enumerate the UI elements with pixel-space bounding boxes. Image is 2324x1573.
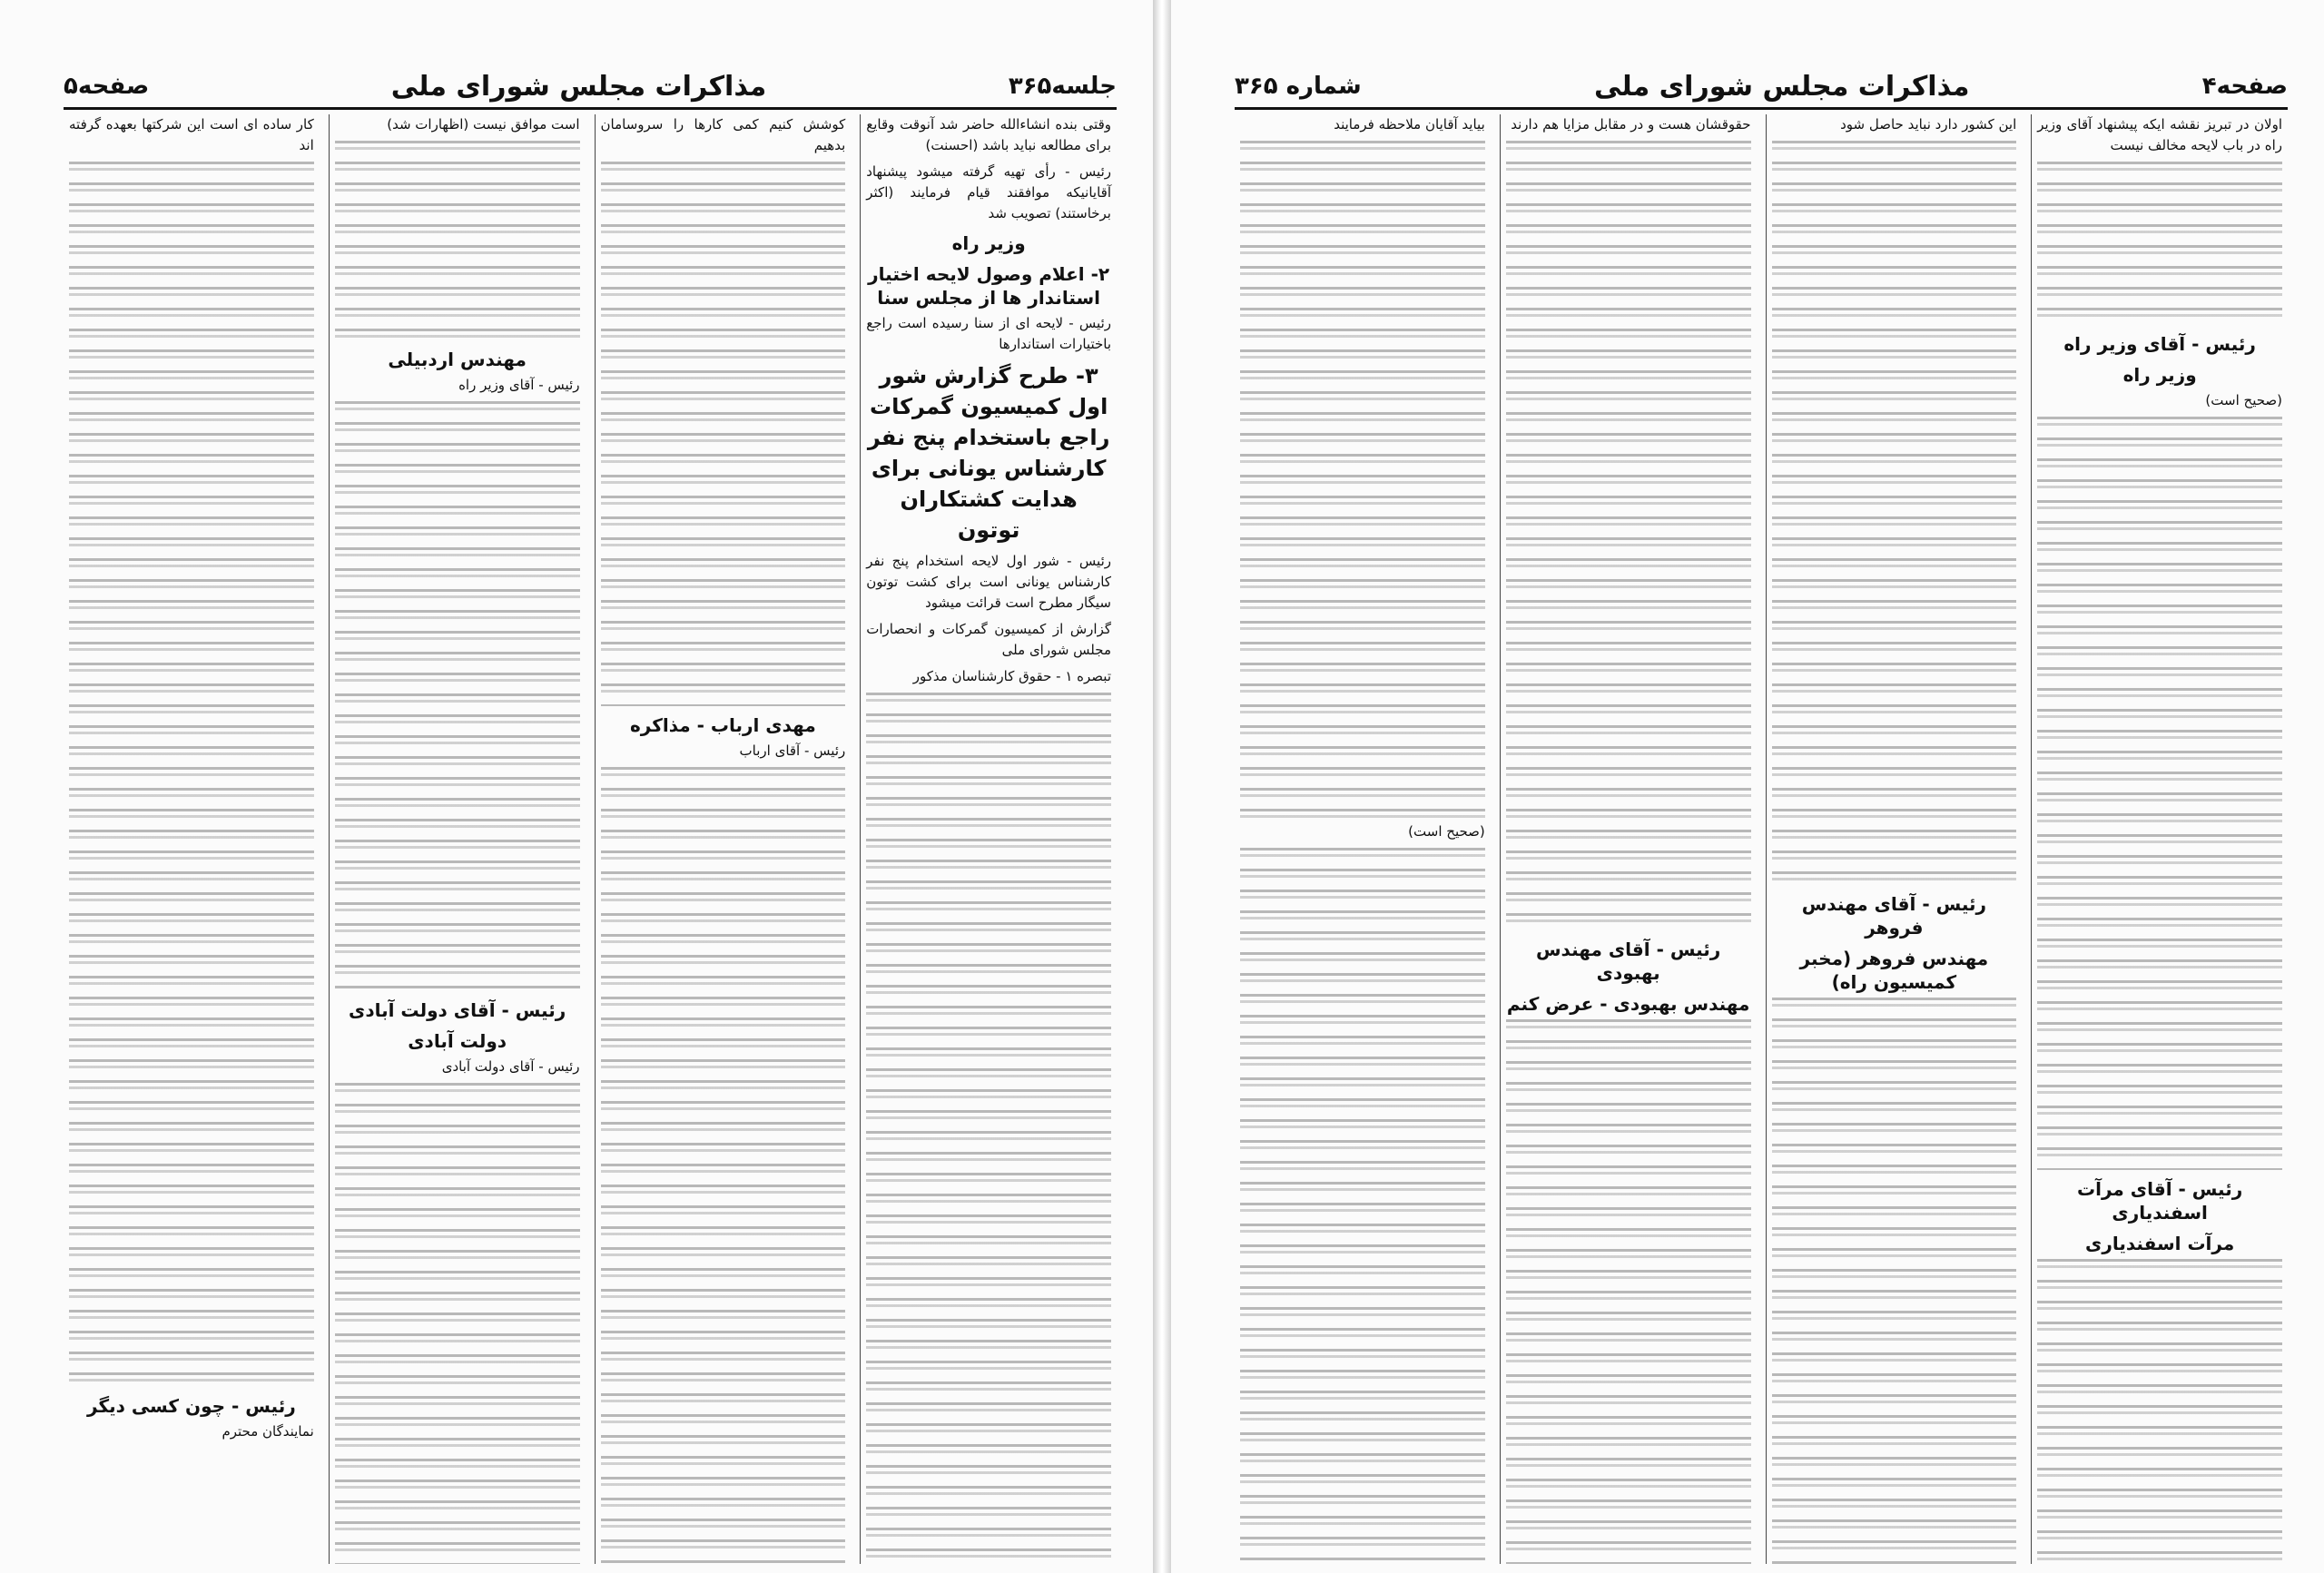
speaker-heading: رئیس - آقای مرآت اسفندیاری — [2077, 1178, 2243, 1224]
text-columns — [1235, 114, 2288, 1564]
speaker-heading: وزیر راه — [951, 232, 1026, 254]
text-body — [1506, 141, 1751, 930]
speaker-heading: رئیس - آقای دولت آبادی — [349, 999, 566, 1021]
newspaper-page-right — [1171, 0, 2324, 1573]
paragraph: کوشش کنیم کمی کارها را سروسامان بدهیم — [600, 116, 846, 153]
paragraph: اولان در تبریز نقشه ایکه پیشنهاد آقای وزیر راه در باب لایحه مخالف نیست — [2037, 116, 2282, 153]
speaker-heading: رئیس - چون کسی دیگر — [87, 1395, 296, 1417]
text-body — [1772, 141, 2017, 885]
page-gutter — [1153, 0, 1171, 1573]
text-body — [601, 767, 846, 1564]
section-heading: ۲- اعلام وصول لایحه اختیار استاندار ها از مجلس سنا — [868, 263, 1110, 309]
speaker-heading: مرآت اسفندیاری — [2085, 1233, 2235, 1254]
text-body — [1772, 998, 2017, 1564]
column-3 — [329, 114, 586, 1564]
paragraph: حقوقشان هست و در مقابل مزایا هم دارند — [1511, 116, 1751, 133]
paragraph: کار ساده ای است این شرکتها بعهده گرفته اند — [69, 116, 314, 153]
speaker-heading: رئیس - آقای وزیر راه — [2063, 333, 2256, 355]
speaker-heading: رئیس - آقای مهندس بهبودی — [1535, 939, 1721, 984]
column-1 — [860, 114, 1117, 1564]
text-body — [2037, 1259, 2282, 1564]
text-columns — [64, 114, 1117, 1564]
text-body — [335, 141, 580, 340]
speaker-heading: دولت آبادی — [408, 1030, 507, 1052]
paragraph: رئیس - رأی تهیه گرفته میشود پیشنهاد آقایانیکه موافقند قیام فرمایند (اکثر برخاستند) تصویب شد — [866, 163, 1111, 221]
speaker-heading: وزیر راه — [2122, 364, 2197, 386]
paragraph: بیاید آقایان ملاحظه فرمایند — [1334, 116, 1485, 133]
paragraph: رئیس - شور اول لایحه استخدام پنج نفر کارشناس یونانی است برای کشت توتون سیگار مطرح است قرائت میشود — [866, 553, 1111, 611]
paragraph: وقتی بنده انشاءالله حاضر شد آنوقت وقایع برای مطالعه نباید باشد (احسنت) — [866, 116, 1111, 153]
text-body — [2037, 162, 2282, 325]
paragraph: است موافق نیست (اظهارات شد) — [387, 116, 580, 133]
paragraph: رئیس - آقای ارباب — [739, 742, 846, 759]
text-body — [69, 162, 314, 1387]
page-header — [64, 65, 1117, 110]
text-body — [1240, 141, 1485, 821]
column-2 — [595, 114, 852, 1564]
speaker-heading: مهندس فروهر (مخبر کمیسیون راه) — [1799, 948, 1989, 993]
text-body — [866, 693, 1111, 1564]
page-number: صفحه۴ — [2201, 73, 2288, 100]
speaker-heading: رئیس - آقای مهندس فروهر — [1801, 893, 1987, 939]
session-number: جلسه۳۶۵ — [1008, 73, 1117, 100]
column-1 — [2031, 114, 2288, 1564]
paragraph: رئیس - آقای وزیر راه — [458, 377, 580, 393]
paragraph: (صحیح است) — [1408, 823, 1485, 840]
publication-title: مذاکرات مجلس شورای ملی — [1594, 70, 1970, 103]
publication-title: مذاکرات مجلس شورای ملی — [390, 70, 767, 103]
text-body — [601, 162, 846, 706]
text-body — [335, 1083, 580, 1564]
text-body — [1506, 1019, 1751, 1564]
speaker-heading: مهدی ارباب - مذاکره — [629, 714, 816, 736]
column-3 — [1500, 114, 1757, 1564]
paragraph: رئیس - لایحه ای از سنا رسیده است راجع باختیارات استاندارها — [866, 315, 1111, 352]
column-2 — [1766, 114, 2023, 1564]
newspaper-page-left — [0, 0, 1153, 1573]
text-body — [1240, 848, 1485, 1564]
paragraph: گزارش از کمیسیون گمرکات و انحصارات مجلس شورای ملی — [866, 621, 1111, 658]
page-header — [1235, 65, 2288, 110]
speaker-heading: مهندس اردبیلی — [388, 349, 527, 370]
column-4 — [1235, 114, 1491, 1564]
issue-number: شماره ۳۶۵ — [1235, 73, 1362, 100]
page-number: صفحه۵ — [64, 73, 150, 100]
text-body — [2037, 417, 2282, 1170]
text-body — [335, 401, 580, 991]
column-4 — [64, 114, 320, 1564]
paragraph: رئیس - آقای دولت آبادی — [441, 1058, 580, 1075]
paragraph: این کشور دارد نباید حاصل شود — [1840, 116, 2017, 133]
agenda-heading: ۳- طرح گزارش شور اول کمیسیون گمرکات راجع باستخدام پنج نفر کارشناس یونانی برای هدایت کشتکاران توتون — [867, 363, 1110, 543]
speaker-heading: مهندس بهبودی - عرض کنم — [1506, 993, 1750, 1015]
paragraph: نمایندگان محترم — [222, 1423, 314, 1440]
paragraph: (صحیح است) — [2205, 392, 2282, 408]
paragraph: تبصره ۱ - حقوق کارشناسان مذکور — [912, 668, 1111, 684]
